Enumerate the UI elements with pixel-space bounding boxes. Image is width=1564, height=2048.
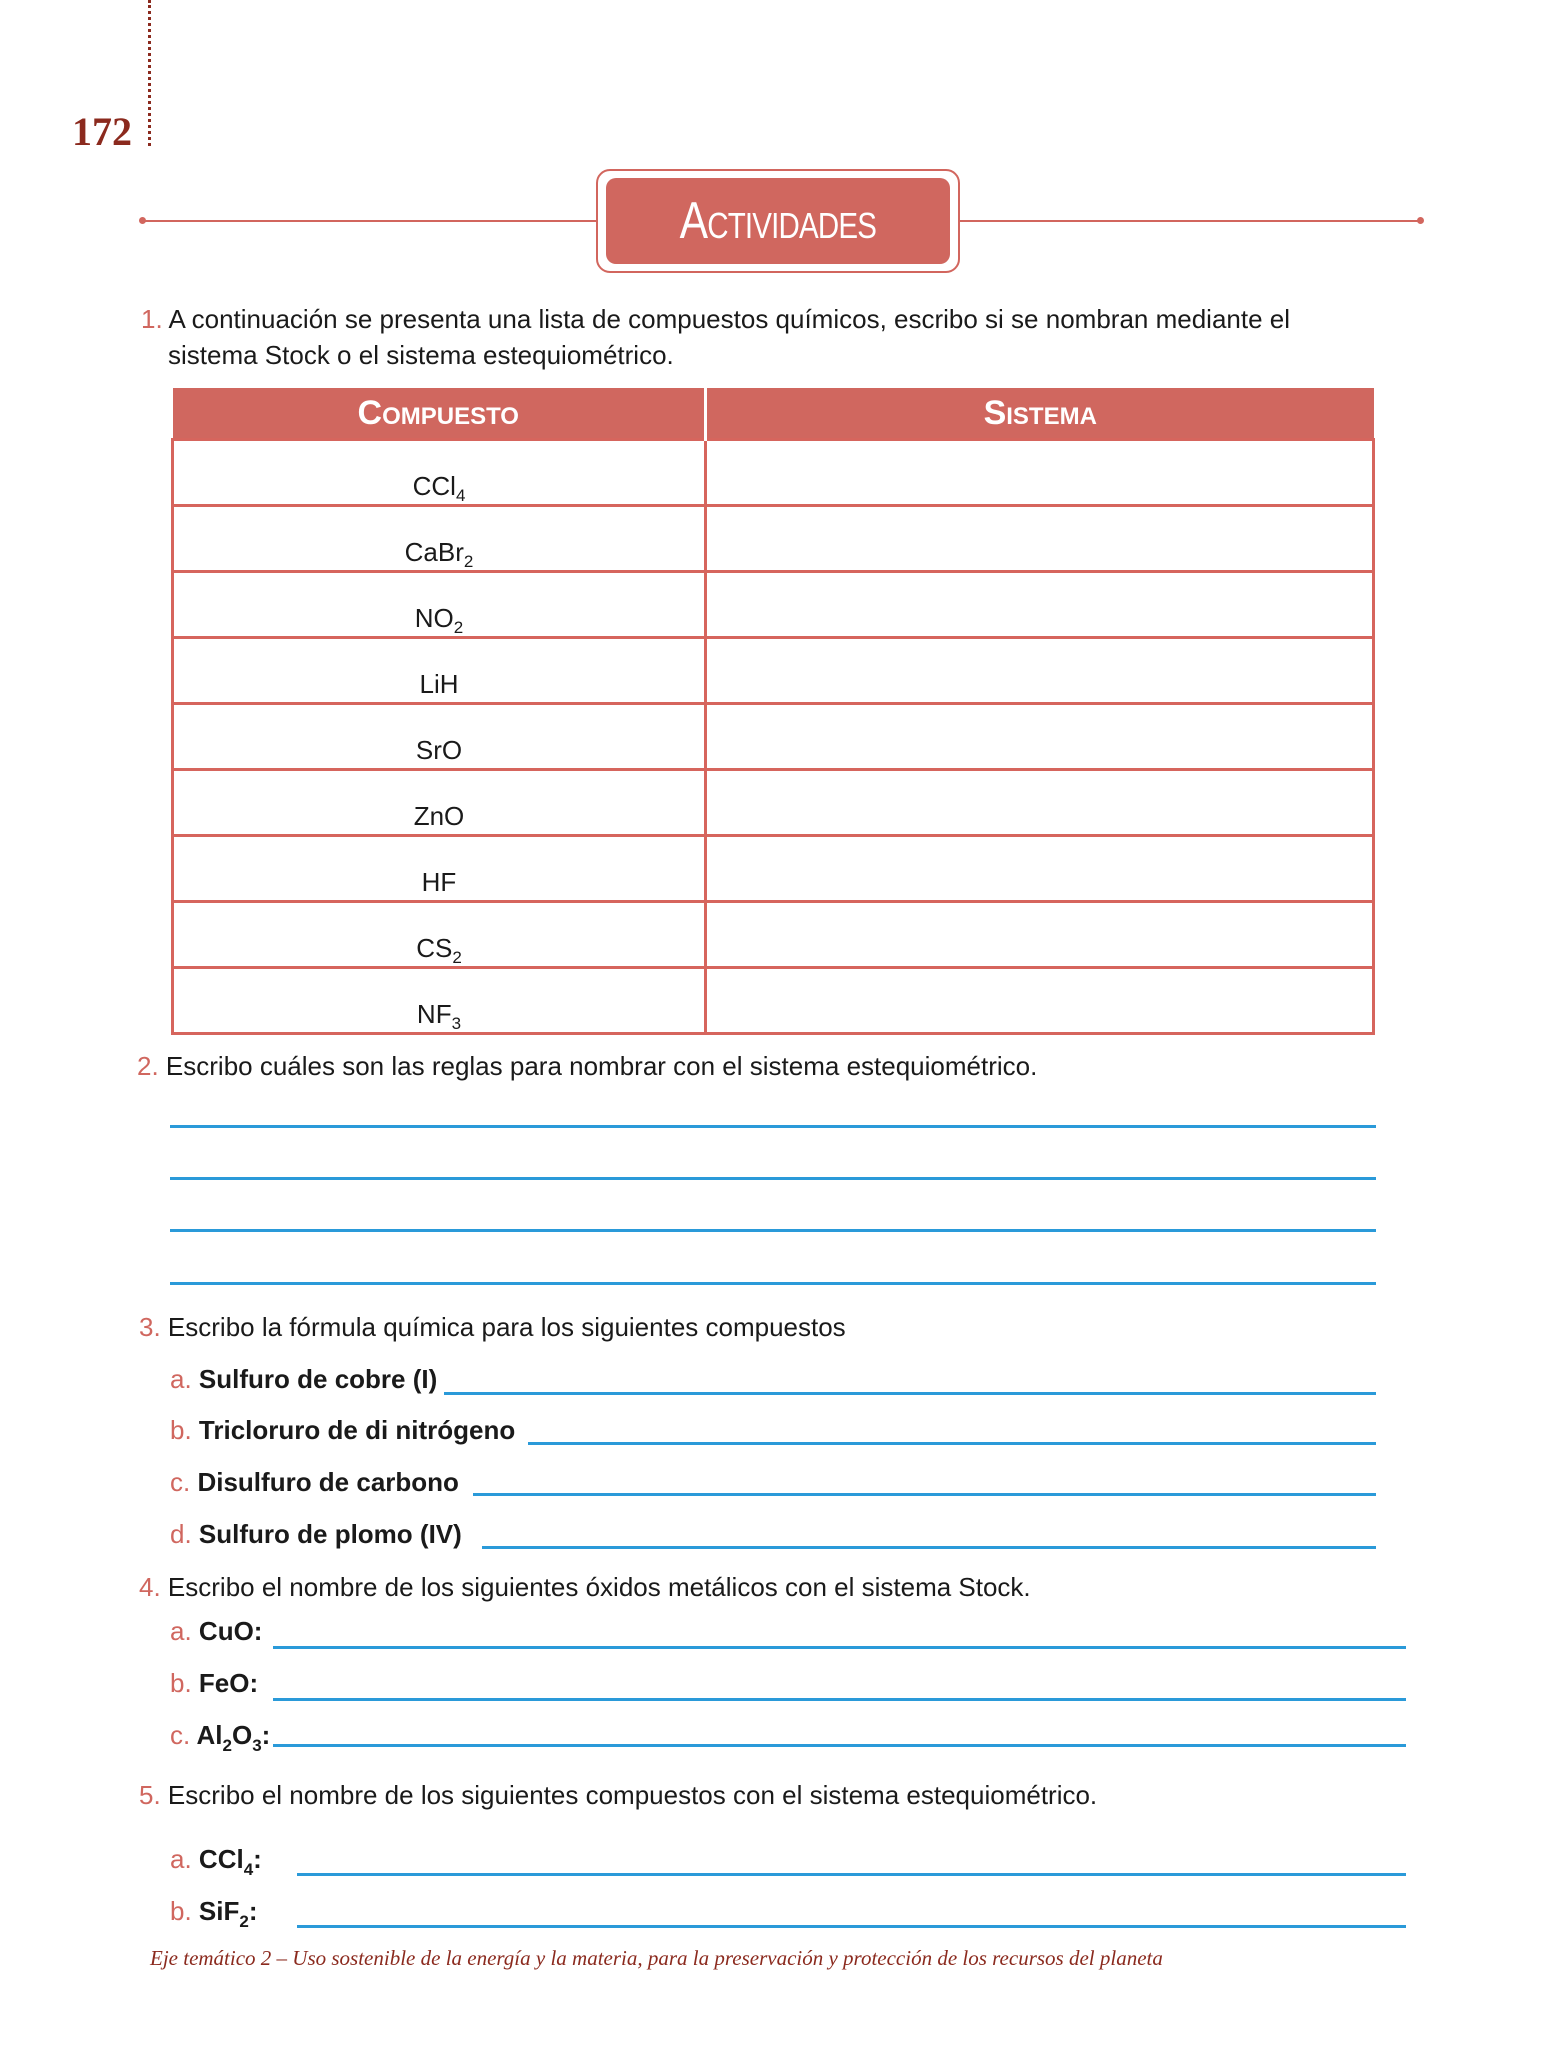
system-answer-cell[interactable] [706, 968, 1374, 1034]
question-number: 2. [137, 1051, 159, 1081]
q3-item-b [170, 1412, 515, 1448]
compound-formula: SrO [415, 735, 463, 765]
answer-line[interactable] [273, 1646, 1406, 1649]
item-letter: b. [170, 1896, 192, 1926]
item-letter: b. [170, 1415, 192, 1445]
header-compound: Compuesto [173, 388, 706, 440]
answer-line[interactable] [482, 1546, 1376, 1549]
system-answer-cell[interactable] [706, 572, 1374, 638]
system-answer-cell[interactable] [706, 902, 1374, 968]
item-label: CuO: [198, 1616, 263, 1646]
table-header-row [173, 388, 1374, 440]
q3-item-d [170, 1516, 462, 1552]
system-answer-cell[interactable] [706, 770, 1374, 836]
question-number: 1. [141, 304, 163, 334]
q4-item-a [170, 1613, 262, 1649]
answer-line[interactable] [170, 1125, 1376, 1128]
table-row [173, 638, 1374, 704]
answer-line[interactable] [273, 1744, 1406, 1747]
question-text: Escribo la fórmula química para los siguientes compuestos [167, 1312, 846, 1342]
formula-subscript: 2 [452, 948, 462, 967]
item-letter: b. [170, 1668, 192, 1698]
answer-line[interactable] [528, 1442, 1376, 1445]
compound-formula: CS [416, 933, 453, 963]
formula-part: : [261, 1720, 271, 1750]
margin-dotted-rule [148, 0, 151, 146]
answer-line[interactable] [444, 1392, 1376, 1395]
header-system: Sistema [706, 388, 1374, 440]
table-row [173, 836, 1374, 902]
table-row [173, 704, 1374, 770]
formula-subscript: 2 [222, 1736, 232, 1755]
formula-subscript: 2 [239, 1912, 249, 1931]
table-row [173, 440, 1374, 506]
compound-formula: CaBr [404, 537, 464, 567]
table-row [173, 968, 1374, 1034]
question-text: Escribo el nombre de los siguientes óxidos metálicos con el sistema Stock. [167, 1572, 1031, 1602]
item-letter: a. [170, 1844, 192, 1874]
question-1-line-2 [168, 337, 674, 373]
compound-cell [173, 638, 706, 704]
q4-item-c [170, 1717, 270, 1753]
item-letter: a. [170, 1364, 192, 1394]
compound-cell [173, 968, 706, 1034]
compound-cell [173, 506, 706, 572]
banner-rule-dot-right [1417, 217, 1424, 224]
item-letter: a. [170, 1616, 192, 1646]
page-number: 172 [72, 109, 132, 154]
q5-item-a [170, 1841, 262, 1877]
banner-rule-left [142, 220, 602, 222]
question-2 [137, 1048, 1037, 1084]
section-banner [606, 178, 950, 264]
system-answer-cell[interactable] [706, 836, 1374, 902]
table-row [173, 902, 1374, 968]
item-label: Disulfuro de carbono [197, 1467, 459, 1497]
answer-line[interactable] [170, 1229, 1376, 1232]
question-1 [141, 301, 1290, 337]
formula-part: CCl [198, 1844, 244, 1874]
compound-formula: CCl [412, 471, 456, 501]
question-number: 4. [139, 1572, 161, 1602]
compound-cell [173, 572, 706, 638]
compound-formula: NO [414, 603, 454, 633]
formula-subscript: 4 [455, 486, 466, 505]
item-label: Sulfuro de plomo (IV) [198, 1519, 462, 1549]
system-answer-cell[interactable] [706, 440, 1374, 506]
item-label: Sulfuro de cobre (I) [198, 1364, 438, 1394]
answer-line[interactable] [297, 1925, 1406, 1928]
answer-line[interactable] [170, 1282, 1376, 1285]
formula-subscript: 3 [252, 1736, 262, 1755]
compounds-table [171, 388, 1375, 1035]
q5-item-b [170, 1893, 258, 1929]
formula-part: : [248, 1896, 258, 1926]
compound-cell [173, 704, 706, 770]
question-text: A continuación se presenta una lista de compuestos químicos, escribo si se nombran mediante el [168, 304, 1291, 334]
system-answer-cell[interactable] [706, 704, 1374, 770]
formula-part: : [253, 1844, 262, 1874]
system-answer-cell[interactable] [706, 638, 1374, 704]
footer-theme: Eje temático 2 – Uso sostenible de la energía y la materia, para la preservación y protección de los recursos del planeta [150, 1946, 1163, 1970]
system-answer-cell[interactable] [706, 506, 1374, 572]
compound-formula: HF [421, 867, 457, 897]
formula-subscript: 2 [463, 552, 474, 571]
compound-formula: ZnO [413, 801, 465, 831]
item-label: Tricloruro de di nitrógeno [198, 1415, 516, 1445]
item-letter: c. [170, 1467, 191, 1497]
item-label: FeO: [198, 1668, 259, 1698]
answer-line[interactable] [297, 1873, 1406, 1876]
section-title: Actividades [679, 192, 877, 250]
answer-line[interactable] [170, 1177, 1376, 1180]
q4-item-b [170, 1665, 258, 1701]
question-text: sistema Stock o el sistema estequiométrico. [168, 340, 674, 370]
formula-part: O [231, 1720, 253, 1750]
question-4 [139, 1569, 1031, 1605]
banner-rule-right [960, 220, 1420, 222]
compound-formula: LiH [419, 669, 459, 699]
table-row [173, 572, 1374, 638]
compound-cell [173, 770, 706, 836]
formula-part: SiF [198, 1896, 240, 1926]
question-text: Escribo el nombre de los siguientes compuestos con el sistema estequiométrico. [167, 1780, 1098, 1810]
table-row [173, 506, 1374, 572]
item-letter: d. [170, 1519, 192, 1549]
compound-cell [173, 836, 706, 902]
question-number: 3. [139, 1312, 161, 1342]
formula-subscript: 3 [451, 1014, 462, 1033]
formula-part: Al [196, 1720, 223, 1750]
q3-item-a [170, 1361, 437, 1397]
answer-line[interactable] [473, 1493, 1376, 1496]
question-5 [139, 1777, 1097, 1813]
question-number: 5. [139, 1780, 161, 1810]
compound-formula: NF [416, 999, 452, 1029]
q3-item-c [170, 1464, 459, 1500]
answer-line[interactable] [273, 1698, 1406, 1701]
compound-cell [173, 440, 706, 506]
banner-rule-dot-left [139, 217, 146, 224]
compound-cell [173, 902, 706, 968]
formula-subscript: 2 [453, 618, 464, 637]
question-3 [139, 1309, 846, 1345]
table-row [173, 770, 1374, 836]
question-text: Escribo cuáles son las reglas para nombrar con el sistema estequiométrico. [165, 1051, 1038, 1081]
item-letter: c. [170, 1720, 191, 1750]
formula-subscript: 4 [243, 1860, 254, 1879]
